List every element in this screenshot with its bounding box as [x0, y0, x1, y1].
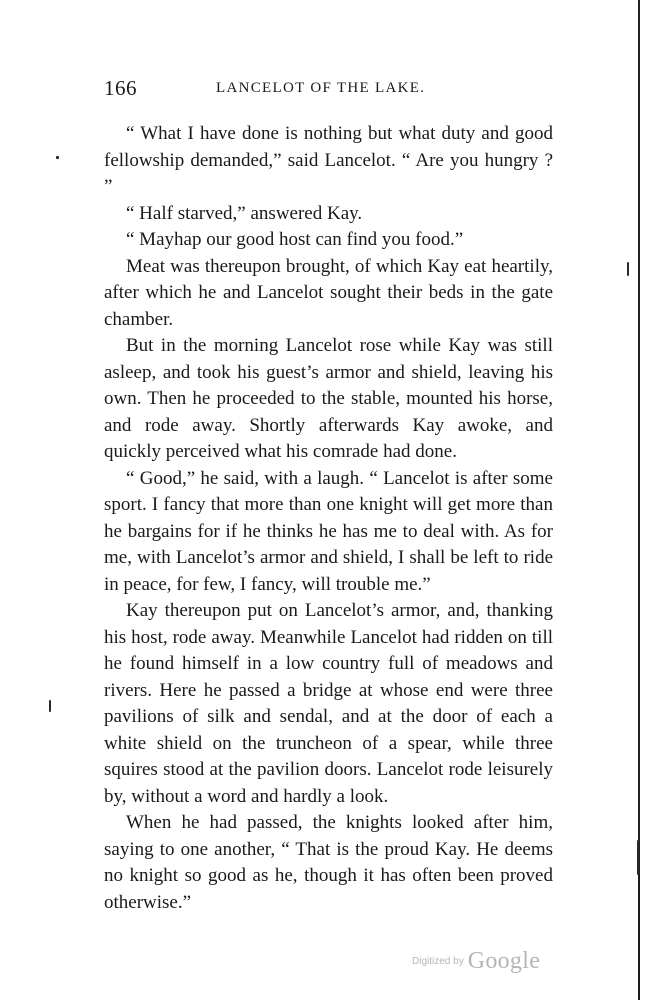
paragraph: But in the morning Lancelot rose while Kay was still asleep, and took his guest’s armor and shield, leaving his own. Then he proceeded to the stable, mounted his horse, and rode away. Shortly afterwards Kay awoke, and quickly perceived what his comrade had done. [104, 335, 553, 462]
paragraph: Meat was thereupon brought, of which Kay eat heartily, after which he and Lancelot sought their beds in the gate chamber. [104, 255, 553, 330]
watermark-prefix: Digitized by [412, 956, 464, 967]
digitized-watermark [412, 948, 540, 975]
google-logo: Google [467, 948, 541, 974]
paragraph: Kay thereupon put on Lancelot’s armor, and, thanking his host, rode away. Meanwhile Lancelot had ridden on till he found himself in a low country full of meadows and rivers. Here he passed a bridge at whose end were three pavilions of silk and sendal, and at the door of each a white shield on the truncheon of a spear, while three squires stood at the pavilion doors. Lancelot rode leisurely by, without a word and hardly a look. [104, 600, 553, 807]
paragraph: “ What I have done is nothing but what duty and good fellowship demanded,” said Lancelot. “ Are you hungry ? ” [104, 123, 553, 197]
page-edge-line-lower [638, 875, 640, 1000]
paragraph: “ Mayhap our good host can find you food.” [126, 229, 464, 250]
paragraph: “ Good,” he said, with a laugh. “ Lancelot is after some sport. I fancy that more than one knight will get more than he bargains for if he thinks he has me to deal with. As for me, with Lancelot’s armor and shield, I shall be left to ride in peace, for few, I fancy, will trouble me.” [104, 467, 553, 595]
page-header [104, 76, 544, 104]
paragraph: When he had passed, the knights looked after him, saying to one another, “ That is the proud Kay. He deems no knight so good as he, though it has often been proved otherwise.” [104, 812, 553, 913]
paragraph: “ Half starved,” answered Kay. [126, 202, 363, 224]
running-title: LANCELOT OF THE LAKE. [216, 80, 426, 96]
scan-speck [49, 700, 51, 712]
scan-speck [627, 262, 629, 276]
body-text [104, 121, 553, 916]
page-number: 166 [104, 76, 137, 100]
scan-speck [637, 840, 639, 875]
scan-speck [56, 156, 59, 159]
